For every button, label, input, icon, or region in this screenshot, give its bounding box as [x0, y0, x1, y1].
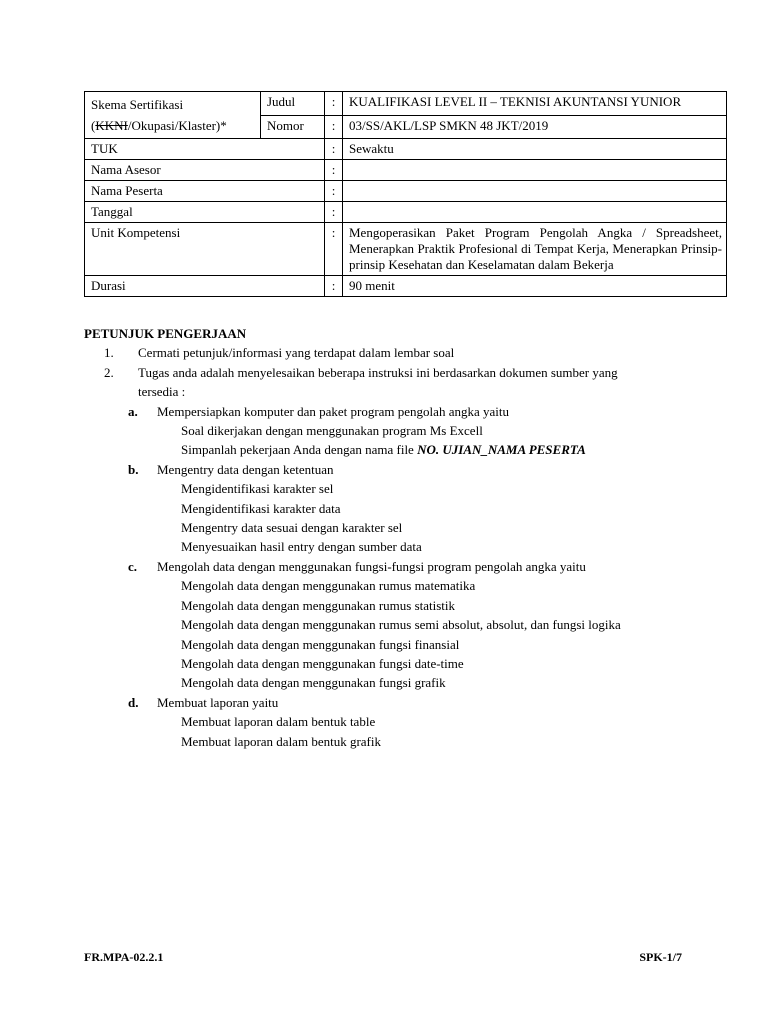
nomor-value: 03/SS/AKL/LSP SMKN 48 JKT/2019: [343, 115, 727, 139]
file-name-format: NO. UJIAN_NAMA PESERTA: [417, 442, 586, 458]
durasi-value: 90 menit: [343, 276, 727, 297]
asesor-label: Nama Asesor: [85, 160, 325, 181]
step-item: Soal dikerjakan dengan menggunakan program Ms Excell: [181, 423, 483, 439]
skema-label-cell: [85, 92, 261, 139]
step-item: Mengolah data dengan menggunakan rumus statistik: [181, 597, 456, 613]
step-item: Mengolah data dengan menggunakan rumus matematika: [181, 578, 476, 594]
tanggal-label: Tanggal: [85, 202, 325, 223]
sub-label: c.: [128, 558, 138, 574]
item-text: Tugas anda adalah menyelesaikan beberapa instruksi ini berdasarkan dokumen sumber yang: [138, 364, 618, 380]
item-text: Cermati petunjuk/informasi yang terdapat dalam lembar soal: [138, 345, 455, 361]
colon: :: [325, 92, 343, 116]
peserta-value: [343, 181, 727, 202]
step-item: Mengidentifikasi karakter sel: [181, 481, 334, 497]
skema-label-line1: Skema Sertifikasi: [91, 97, 184, 112]
sub-label: d.: [128, 694, 139, 710]
sub-text: Mempersiapkan komputer dan paket program pengolah angka yaitu: [157, 403, 509, 419]
row-asesor: [85, 160, 727, 181]
step-item: Menyesuaikan hasil entry dengan sumber data: [181, 539, 422, 555]
row-durasi: [85, 276, 727, 297]
sub-item-b: [84, 460, 724, 479]
info-table: [84, 91, 727, 297]
sub-text: Membuat laporan yaitu: [157, 694, 279, 710]
judul-label: Judul: [261, 92, 325, 116]
step-item: Mengentry data sesuai dengan karakter sel: [181, 520, 403, 536]
tanggal-value: [343, 202, 727, 223]
row-tuk: [85, 139, 727, 160]
colon: :: [325, 223, 343, 276]
step-item: Membuat laporan dalam bentuk table: [181, 714, 376, 730]
unit-label: Unit Kompetensi: [85, 223, 325, 276]
sub-text: Mengentry data dengan ketentuan: [157, 461, 334, 477]
sub-label: b.: [128, 461, 139, 477]
judul-value: KUALIFIKASI LEVEL II – TEKNISI AKUNTANSI YUNIOR: [343, 92, 727, 116]
step-item: Mengolah data dengan menggunakan fungsi date-time: [181, 655, 464, 671]
peserta-label: Nama Peserta: [85, 181, 325, 202]
row-tanggal: [85, 202, 727, 223]
row-peserta: [85, 181, 727, 202]
tuk-label: TUK: [85, 139, 325, 160]
colon: :: [325, 181, 343, 202]
row-judul: [85, 92, 727, 116]
row-unit: [85, 223, 727, 276]
instructions-section: [84, 324, 724, 751]
item-number: 1.: [104, 345, 114, 361]
step-item: [84, 440, 724, 459]
sub-label: a.: [128, 403, 138, 419]
colon: :: [325, 202, 343, 223]
step-item: Mengidentifikasi karakter data: [181, 500, 341, 516]
nomor-label: Nomor: [261, 115, 325, 139]
unit-value: Mengoperasikan Paket Program Pengolah Angka / Spreadsheet, Menerapkan Praktik Profesional di Tempat Kerja, Menerapkan Prinsip-prinsip Kesehatan dan Keselamatan dalam Bekerja: [343, 223, 727, 276]
footer-form-code: FR.MPA-02.2.1: [84, 950, 164, 964]
skema-label-line2-post: /Okupasi/Klaster)*: [127, 118, 227, 133]
item-text: tersedia :: [138, 384, 186, 400]
colon: :: [325, 160, 343, 181]
durasi-label: Durasi: [85, 276, 325, 297]
list-item: [84, 363, 724, 402]
sub-item-a: [84, 402, 724, 421]
skema-label-line2-pre: (: [91, 118, 96, 133]
asesor-value: [343, 160, 727, 181]
step-item: Mengolah data dengan menggunakan rumus semi absolut, absolut, dan fungsi logika: [181, 617, 621, 633]
colon: :: [325, 115, 343, 139]
list-item: [84, 343, 724, 362]
sub-item-c: [84, 557, 724, 576]
step-item: Mengolah data dengan menggunakan fungsi grafik: [181, 675, 446, 691]
step-item: Membuat laporan dalam bentuk grafik: [181, 733, 381, 749]
instructions-heading: PETUNJUK PENGERJAAN: [84, 326, 247, 341]
sub-item-d: [84, 693, 724, 712]
colon: :: [325, 139, 343, 160]
skema-label-strike: KKNI: [95, 118, 128, 133]
tuk-value: Sewaktu: [343, 139, 727, 160]
step-item: Mengolah data dengan menggunakan fungsi finansial: [181, 636, 460, 652]
sub-text: Mengolah data dengan menggunakan fungsi-fungsi program pengolah angka yaitu: [157, 558, 586, 574]
step-text: Simpanlah pekerjaan Anda dengan nama file: [181, 442, 418, 458]
footer-page-code: SPK-1/7: [639, 950, 682, 964]
colon: :: [325, 276, 343, 297]
item-number: 2.: [104, 364, 114, 380]
